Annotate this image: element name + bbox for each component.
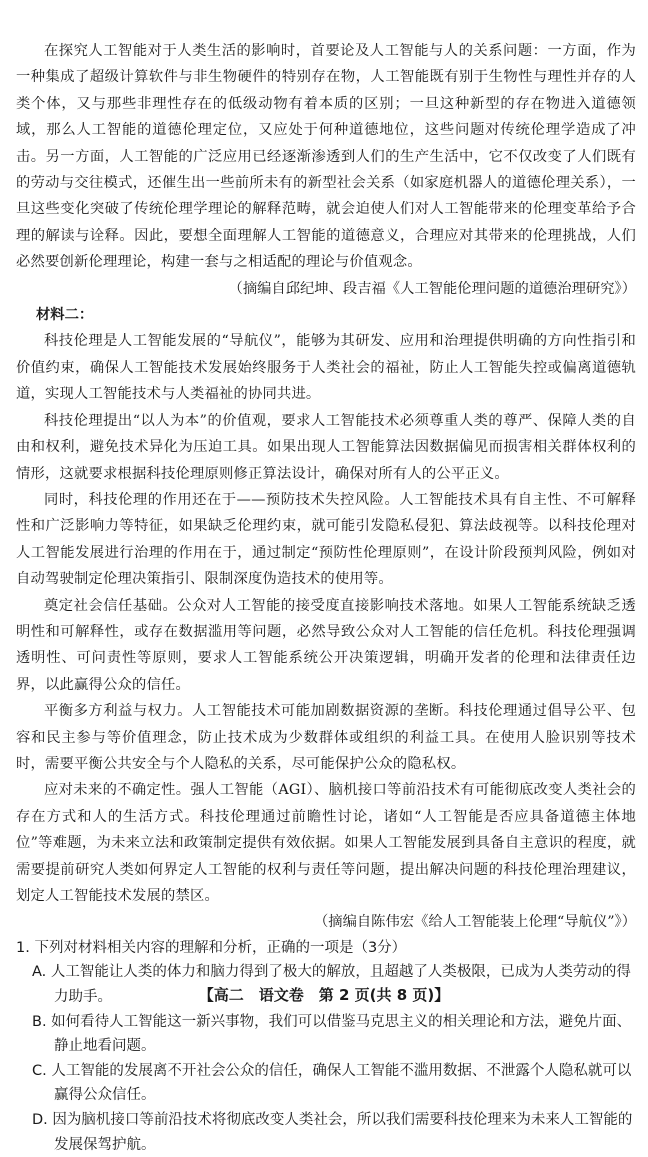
material-2-heading: 材料二： [36, 307, 94, 324]
question-option-d: D. 因为脑机接口等前沿技术将彻底改变人类社会，所以我们需要科技伦理来为未来人工智能的发展保驾护航。 [32, 1111, 633, 1153]
question-option-b: B. 如何看待人工智能这一新兴事物，我们可以借鉴马克思主义的相关理论和方法，避免片面、静止地看问题。 [32, 1013, 632, 1055]
paragraph-1: 科技伦理是人工智能发展的“导航仪”，能够为其研发、应用和治理提供明确的方向性指引和价值约束，确保人工智能技术发展始终服务于人类社会的福祉，防止人工智能失控或偏离道德轨道，实现人工智能技术与人类福祉的协同共进。 [16, 333, 636, 403]
paragraph-5: 平衡多方利益与权力。人工智能技术可能加剧数据资源的垄断。科技伦理通过倡导公平、包容和民主参与等价值理念，防止技术成为少数群体或组织的利益工具。在使用人脸识别等技术时，需要平衡公共安全与个人隐私的关系，尽可能保护公众的隐私权。 [16, 703, 636, 772]
question-option-c: C. 人工智能的发展离不开社会公众的信任，确保人工智能不滥用数据、不泄露个人隐私就可以赢得公众信任。 [32, 1062, 632, 1104]
paragraph-intro: 在探究人工智能对于人类生活的影响时，首要论及人工智能与人的关系问题：一方面，作为一种集成了超级计算软件与非生物硬件的特别存在物，人工智能既有别于生物性与理性并存的人类个体，又与那些非理性存在的低级动物有着本质的区别；一旦这种新型的存在物进入道德领域，那么人工智能的道德伦理定位，又应处于何种道德地位，这些问题对传统伦理学造成了冲击。另一方面，人工智能的广泛应用已经逐渐渗透到人们的生产生活中，它不仅改变了人们既有的劳动与交往模式，还催生出一些前所未有的新型社会关系（如家庭机器人的道德伦理关系），一旦这些变化突破了传统伦理学理论的解释范畴，就会迫使人们对人工智能带来的伦理变革给予合理的解读与诠释。因此，要想全面理解人工智能的道德意义，合理应对其带来的伦理挑战，人们必然要创新伦理理论，构建一套与之相适配的理论与价值观念。 [16, 43, 636, 271]
source-citation-1: （摘编自邱纪坤、段吉福《人工智能伦理问题的道德治理研究》） [228, 280, 636, 297]
page-footer: 【高二 语文卷 第 2 页(共 8 页)】 [198, 986, 450, 1004]
question-stem: 1. 下列对材料相关内容的理解和分析，正确的一项是（3分） [16, 939, 407, 956]
paragraph-2: 科技伦理提出“以人为本”的价值观，要求人工智能技术必须尊重人类的尊严、保障人类的自由和权利，避免技术异化为压迫工具。如果出现人工智能算法因数据偏见而损害相关群体权利的情形，这就要求根据科技伦理原则修正算法设计，确保对所有人的公平正义。 [16, 412, 636, 482]
source-citation-2: （摘编自陈伟宏《给人工智能装上伦理“导航仪”》） [314, 914, 636, 931]
question-option-a: A. 人工智能让人类的体力和脑力得到了极大的解放，且超越了人类极限，已成为人类劳动的得力助手。 [32, 964, 631, 1005]
paragraph-3: 同时，科技伦理的作用还在于——预防技术失控风险。人工智能技术具有自主性、不可解释性和广泛影响力等特征，如果缺乏伦理约束，就可能引发隐私侵犯、算法歧视等。以科技伦理对人工智能发展进行治理的作用在于，通过制定“预防性伦理原则”，在设计阶段预判风险，例如对自动驾驶制定伦理决策指引、限制深度伪造技术的使用等。 [16, 491, 636, 588]
paragraph-4: 奠定社会信任基础。公众对人工智能的接受度直接影响技术落地。如果人工智能系统缺乏透明性和可解释性，或存在数据滥用等问题，必然导致公众对人工智能的信任危机。科技伦理强调透明性、可问责性等原则，要求人工智能系统公开决策逻辑，明确开发者的伦理和法律责任边界，以此赢得公众的信任。 [16, 597, 636, 693]
paragraph-6: 应对未来的不确定性。强人工智能（AGI）、脑机接口等前沿技术有可能彻底改变人类社会的存在方式和人的生活方式。科技伦理通过前瞻性讨论，诸如“人工智能是否应具备道德主体地位”等难题，为未来立法和政策制定提供有效依据。如果人工智能发展到具备自主意识的程度，就需要提前研究人类如何界定人工智能的权利与责任等问题，提出解决问题的科技伦理治理建议，划定人工智能技术发展的禁区。 [16, 782, 636, 904]
